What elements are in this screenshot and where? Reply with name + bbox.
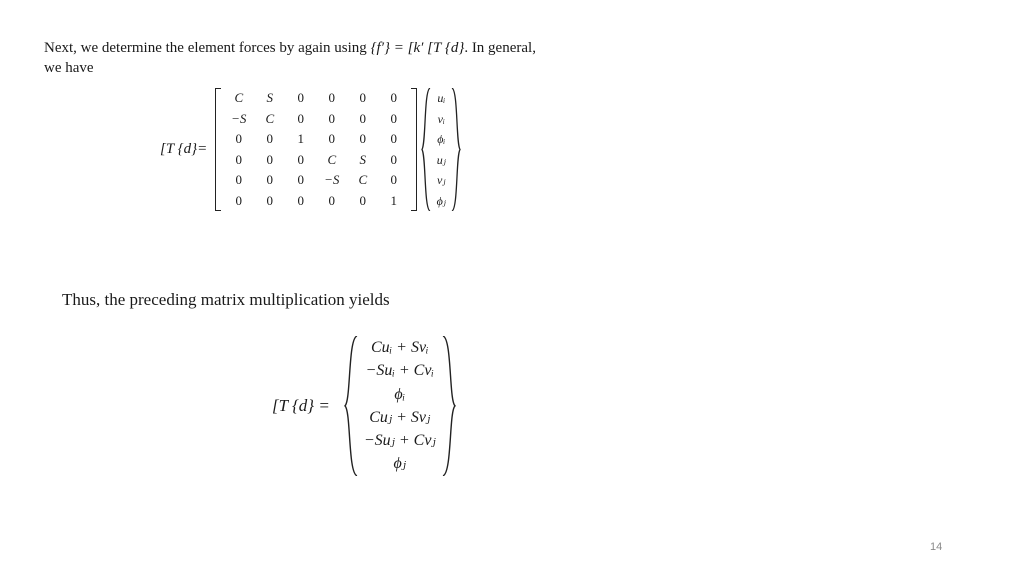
matrix-cell: 0 — [235, 172, 243, 188]
matrix-cell: C — [358, 172, 368, 188]
matrix-cell: 0 — [266, 172, 274, 188]
thus-sentence: Thus, the preceding matrix multiplication yields — [62, 290, 390, 309]
matrix-cell: −S — [324, 172, 340, 188]
matrix-cell: 0 — [390, 131, 398, 147]
matrix-cell: 0 — [359, 131, 367, 147]
matrix-cell: 0 — [235, 131, 243, 147]
matrix-cell: 0 — [297, 90, 305, 106]
intro-text-start: Next, we determine the element forces by again using — [44, 40, 371, 56]
matrix-cell: S — [266, 90, 274, 106]
matrix-row — [223, 109, 409, 130]
page-number: 14 — [930, 541, 943, 553]
matrix-cell: 0 — [235, 192, 243, 208]
matrix-cell: 0 — [297, 110, 305, 126]
vector-entry: vᵢ — [437, 111, 445, 126]
result-entry: −Suⱼ + Cvⱼ — [363, 432, 436, 450]
matrix-cell: C — [234, 90, 244, 106]
result-entry: Cuᵢ + Svᵢ — [370, 339, 429, 356]
result-equation — [272, 336, 456, 476]
intro-text-line2: we have — [44, 60, 94, 76]
transformation-equation — [160, 88, 461, 211]
intro-text-end: . In general, — [464, 40, 536, 56]
matrix-cell: C — [265, 110, 275, 126]
matrix-row — [223, 191, 409, 212]
matrix-cell: 1 — [390, 192, 398, 208]
left-brace-icon — [344, 336, 358, 476]
matrix-cell: 0 — [328, 90, 336, 106]
matrix-cell: 0 — [266, 131, 274, 147]
matrix-cell: 1 — [297, 131, 305, 147]
equation1-lhs: [T {d}= — [160, 141, 208, 157]
matrix-cell: C — [327, 151, 337, 167]
result-entry: Cuⱼ + Svⱼ — [369, 408, 431, 426]
matrix-cell: 0 — [359, 192, 367, 208]
matrix-cell: S — [359, 151, 367, 167]
matrix-cell: 0 — [328, 131, 336, 147]
left-brace-icon — [421, 88, 431, 211]
equation2-lhs: [T {d} = — [272, 395, 330, 415]
matrix-cell: 0 — [328, 110, 336, 126]
matrix-cell: 0 — [297, 172, 305, 188]
matrix-cell: 0 — [235, 151, 243, 167]
right-brace-icon — [442, 336, 456, 476]
vector-entry: uᵢ — [437, 91, 446, 105]
matrix-cell: 0 — [359, 90, 367, 106]
transformation-matrix — [215, 88, 417, 211]
result-entry: ϕⱼ — [393, 455, 407, 473]
vector-entry: ϕⱼ — [436, 193, 446, 208]
result-vector — [344, 336, 456, 476]
matrix-cell: 0 — [297, 192, 305, 208]
matrix-cell: 0 — [390, 90, 398, 106]
vector-entry: ϕᵢ — [437, 132, 446, 146]
matrix-cell: 0 — [297, 151, 305, 167]
matrix-cell: −S — [231, 110, 247, 126]
matrix-cell: 0 — [266, 151, 274, 167]
matrix-cell: 0 — [390, 172, 398, 188]
matrix-table — [223, 88, 409, 211]
matrix-cell: 0 — [328, 192, 336, 208]
matrix-row — [223, 88, 409, 109]
matrix-cell: 0 — [390, 110, 398, 126]
result-entries — [364, 336, 436, 476]
matrix-cell: 0 — [390, 151, 398, 167]
matrix-cell: 0 — [266, 192, 274, 208]
matrix-row — [223, 150, 409, 171]
matrix-cell: 0 — [359, 110, 367, 126]
right-brace-icon — [451, 88, 461, 211]
result-entry: −Suᵢ + Cvᵢ — [365, 362, 434, 380]
matrix-row — [223, 129, 409, 150]
vector-entry: uⱼ — [436, 152, 446, 167]
result-entry: ϕᵢ — [394, 385, 406, 403]
intro-formula: {f′} = [k′ [T {d} — [370, 40, 465, 56]
matrix-row — [223, 170, 409, 191]
displacement-vector — [421, 88, 461, 211]
vector-entries — [431, 88, 451, 211]
intro-paragraph — [44, 38, 604, 78]
vector-entry: vⱼ — [437, 173, 446, 187]
